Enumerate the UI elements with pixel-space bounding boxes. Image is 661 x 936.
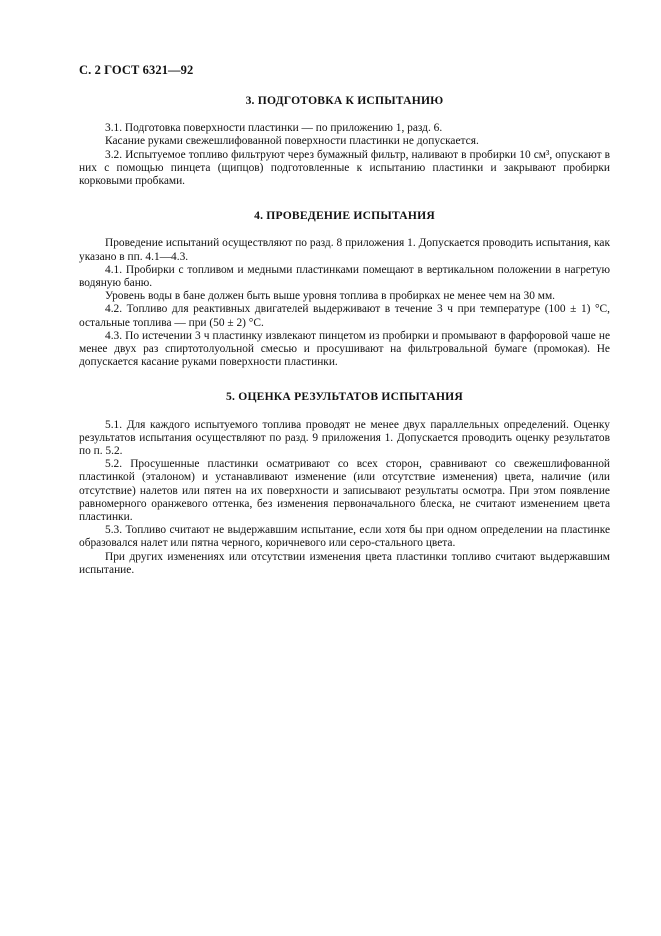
paragraph: 5.3. Топливо считают не выдержавшим испытание, если хотя бы при одном определении на пластинке образовался налет или пятна черного, коричневого или серо-стального цвета. — [79, 524, 610, 550]
page-header: С. 2 ГОСТ 6321—92 — [79, 63, 194, 77]
paragraph: 3.2. Испытуемое топливо фильтруют через бумажный фильтр, наливают в пробирки 10 см³, опускают в них с помощью пинцета (щипцов) подготовленные к испытанию пластинки и закрывают пробирки корковыми пробками. — [79, 148, 610, 188]
paragraph: 5.1. Для каждого испытуемого топлива проводят не менее двух параллельных определений. Оценку результатов испытания осуществляют по разд. 9 приложения 1. Допускается проводить оценку результатов по п. 5.2. — [79, 418, 610, 458]
section-title: 4. ПРОВЕДЕНИЕ ИСПЫТАНИЯ — [254, 209, 435, 223]
section-title: 3. ПОДГОТОВКА К ИСПЫТАНИЮ — [245, 94, 444, 107]
document-body — [79, 94, 610, 598]
paragraph: Уровень воды в бане должен быть выше уровня топлива в пробирках не менее чем на 30 мм. — [105, 290, 556, 303]
paragraph: 4.3. По истечении 3 ч пластинку извлекают пинцетом из пробирки и промывают в фарфоровой чаше не менее двух раз спиртотолуольной смесью и просушивают на фильтровальной бумаге (промокая). Не допускается касание руками поверхности пластинки. — [79, 329, 610, 369]
section-preparation — [79, 94, 610, 188]
paragraph: Касание руками свежешлифованной поверхности пластинки не допускается. — [105, 135, 479, 148]
paragraph: Проведение испытаний осуществляют по разд. 8 приложения 1. Допускается проводить испытания, как указано в пп. 4.1—4.3. — [79, 237, 610, 263]
section-results — [79, 390, 610, 577]
paragraph: 4.2. Топливо для реактивных двигателей выдерживают в течение 3 ч при температуре (100 ± 1) °С, остальные топлива — при (50 ± 2) °С. — [79, 303, 610, 329]
section-title: 5. ОЦЕНКА РЕЗУЛЬТАТОВ ИСПЫТАНИЯ — [226, 390, 463, 404]
paragraph: При других изменениях или отсутствии изменения цвета пластинки топливо считают выдержавшим испытание. — [79, 550, 610, 576]
paragraph: 3.1. Подготовка поверхности пластинки — по приложению 1, разд. 6. — [105, 122, 443, 135]
paragraph: 5.2. Просушенные пластинки осматривают со всех сторон, сравнивают со свежешлифованной пластинкой (эталоном) и устанавливают изменение (или отсутствие изменения) цвета, наличие (или отсутствие) налетов или пятен на их поверхности и записывают результаты осмотра. При этом появление равномерного оранжевого оттенка, без изменения первоначального блеска, не считают изменением цвета пластинки. — [79, 458, 610, 524]
paragraph: 4.1. Пробирки с топливом и медными пластинками помещают в вертикальном положении в нагретую водяную баню. — [79, 263, 610, 290]
section-testing — [79, 209, 610, 369]
